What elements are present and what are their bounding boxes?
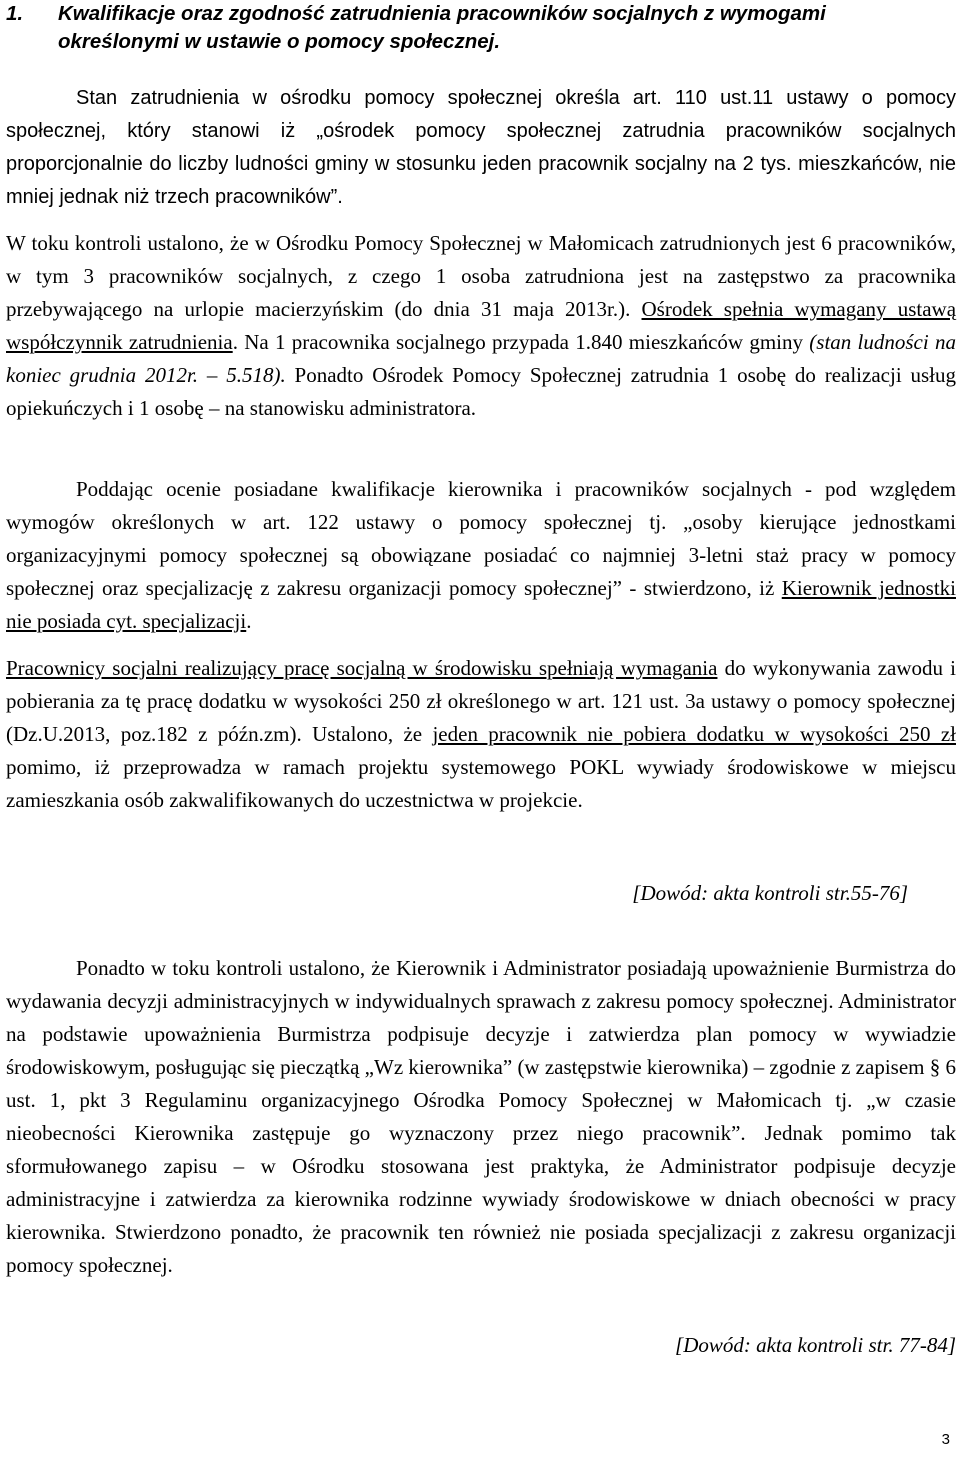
paragraph-social-workers [6, 652, 956, 817]
paragraph-text: W toku kontroli ustalono, że w Ośrodku Pomocy Społecznej w Małomicach zatrudnionych jest 6 pracowników, w tym 3 pracowników socjalnych, z czego 1 osoba zatrudniona jest na zastępstwo za pracownika przebywającego na urlopie macierzyńskim (do dnia 31 maja 2013r.). [6, 231, 956, 321]
underlined-finding: jeden pracownik nie pobiera dodatku w wysokości 250 zł [432, 722, 956, 746]
population-note: (stan ludności na koniec grudnia 2012r. – 5.518). [6, 330, 956, 387]
paragraph-text: Stan zatrudnienia w ośrodku pomocy społecznej określa art. 110 ust.11 ustawy o pomocy społecznej, który stanowi iż „ośrodek pomocy społecznej zatrudnia pracowników socjalnych proporcjonalnie do liczby ludności gminy w stosunku jeden pracownik socjalny na 2 tys. mieszkańców, nie mniej jednak niż trzech pracowników”. [6, 87, 956, 208]
paragraph-text: do wykonywania zawodu i pobierania za tę pracę dodatku w wysokości 250 zł określonego w art. 121 ust. 3a ustawy o pomocy społecznej (Dz.U.2013, poz.182 z późn.zm). Ustalono, że [6, 656, 956, 746]
paragraph-text: pomimo, iż przeprowadza w ramach projektu systemowego POKL wywiady środowiskowe w miejscu zamieszkania osób zakwalifikowanych do uczestnictwa w projekcie. [6, 755, 956, 812]
paragraph-text: Poddając ocenie posiadane kwalifikacje kierownika i pracowników socjalnych - pod względem wymogów określonych w art. 122 ustawy o pomocy społecznej tj. „osoby kierujące jednostkami organizacyjnymi pomocy społecznej są obowiązane posiadać co najmniej 3-letni staż pracy w pomocy społecznej oraz specjalizację z zakresu organizacji pomocy społecznej” - stwierdzono, iż [6, 477, 956, 600]
evidence-reference-2: [Dowód: akta kontroli str. 77-84] [675, 1333, 956, 1357]
underlined-finding: Kierownik jednostki nie posiada cyt. specjalizacji [6, 576, 956, 633]
paragraph-authorization [6, 952, 956, 1282]
paragraph-qualifications [6, 473, 956, 638]
section-heading [6, 0, 956, 56]
paragraph-staffing-requirement [6, 82, 956, 214]
paragraph-text: . [246, 609, 252, 633]
section-heading-line1 [6, 0, 956, 28]
paragraph-text: Ponadto Ośrodek Pomocy Społecznej zatrudnia 1 osobę do realizacji usług opiekuńczych i 1 osobę – na stanowisku administratora. [6, 363, 956, 420]
paragraph-text: . Na 1 pracownika socjalnego przypada 1.840 mieszkańców gminy [232, 330, 810, 354]
section-title-line1: Kwalifikacje oraz zgodność zatrudnienia pracowników socjalnych z wymogami [58, 2, 826, 25]
evidence-reference-1: [Dowód: akta kontroli str.55-76] [632, 881, 908, 905]
section-title-line2: określonymi w ustawie o pomocy społecznej. [58, 30, 501, 53]
paragraph-text: Ponadto w toku kontroli ustalono, że Kierownik i Administrator posiadają upoważnienie Burmistrza do wydawania decyzji administracyjnych w indywidualnych sprawach z zakresu pomocy społecznej. Administrator na podstawie upoważnienia Burmistrza podpisuje decyzje i zatwierdza plan pomocy w wywiadzie środowiskowym, posługując się pieczątką „Wz kierownika” (w zastępstwie kierownika) – zgodnie z zapisem § 6 ust. 1, pkt 3 Regulaminu organizacyjnego Ośrodka Pomocy Społecznej w Małomicach tj. „w czasie nieobecności Kierownika zastępuje go wyznaczony przez niego pracownik”. Jednak pomimo tak sformułowanego zapisu – w Ośrodku stosowana jest praktyka, że Administrator podpisuje decyzje administracyjne i zatwierdza za kierownika rodzinne wywiady środowiskowe w dniach obecności w pracy kierownika. Stwierdzono ponadto, że pracownik ten również nie posiada specjalizacji z zakresu organizacji pomocy społecznej. [6, 956, 956, 1277]
underlined-finding: Ośrodek spełnia wymagany ustawą współczynnik zatrudnienia [6, 297, 957, 354]
paragraph-control-findings [6, 227, 956, 425]
page-number: 3 [941, 1431, 950, 1448]
underlined-finding: Pracownicy socjalni realizujący pracę socjalną w środowisku spełniają wymagania [6, 656, 718, 680]
section-number: 1. [6, 2, 24, 25]
